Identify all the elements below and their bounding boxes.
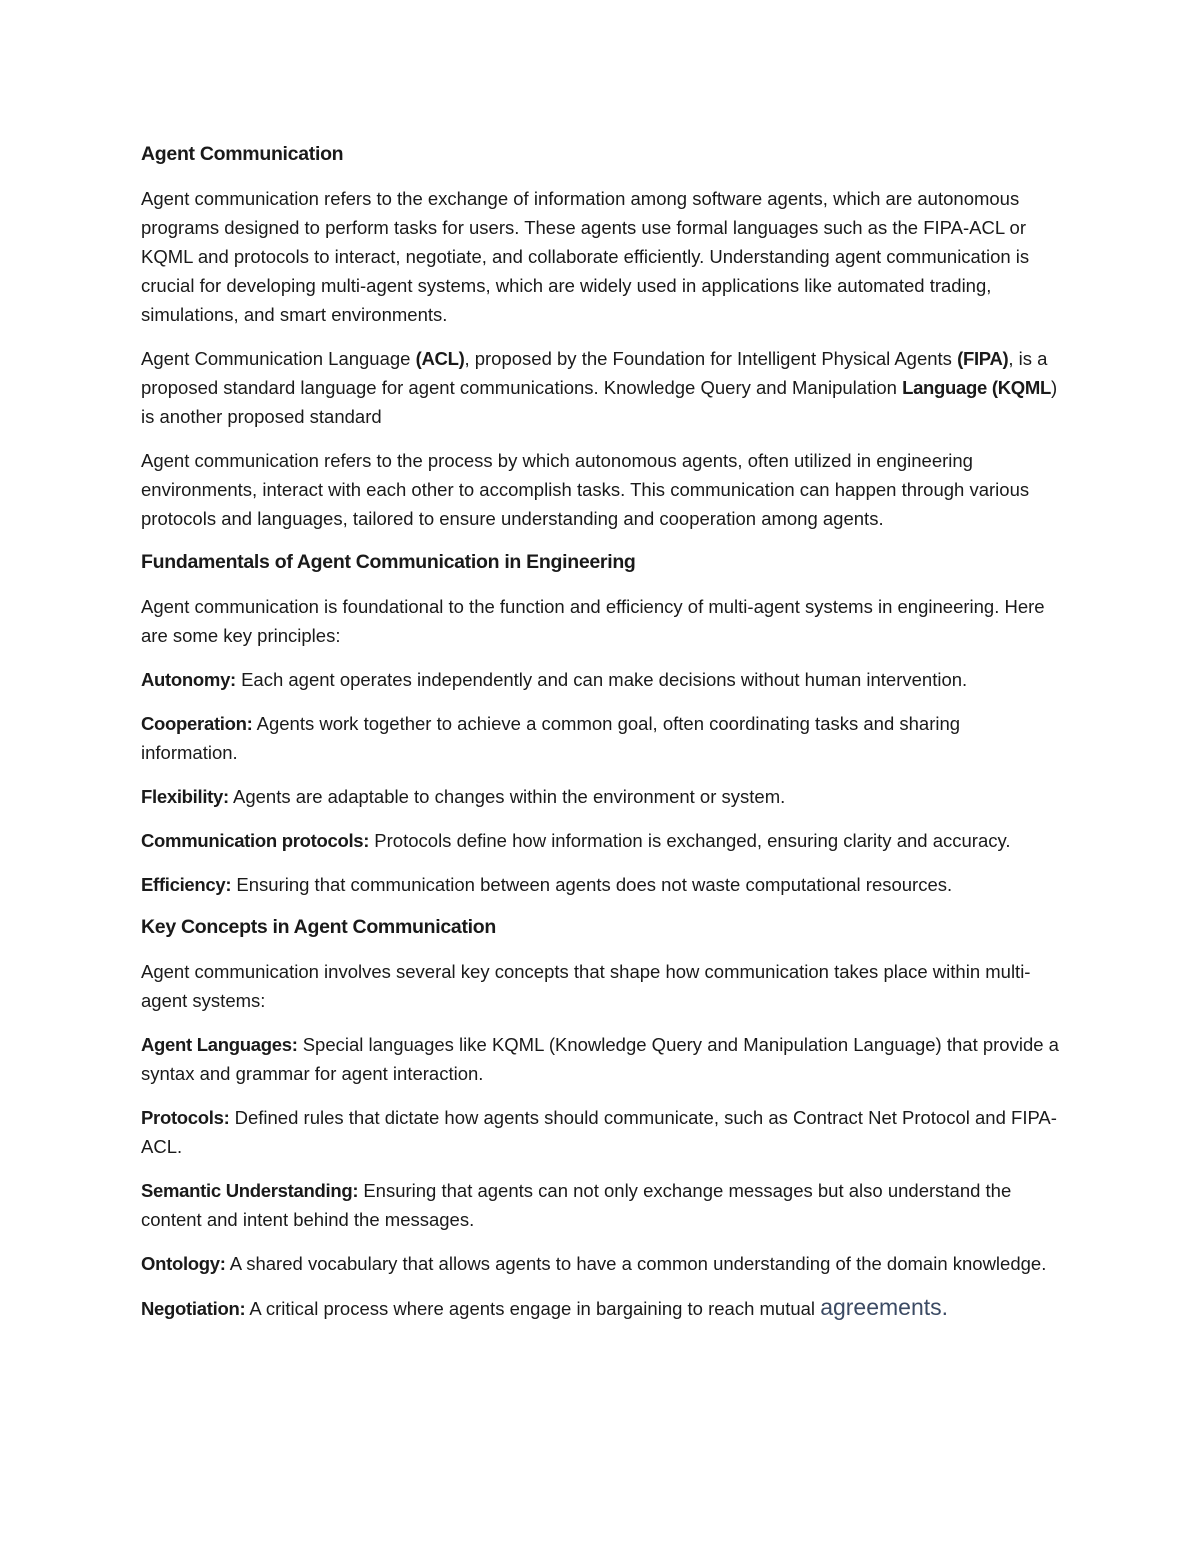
acl-paragraph [141,344,1061,431]
concept-text: A shared vocabulary that allows agents to have a common understanding of the domain knowledge. [225,1253,1047,1274]
concept-text: Ensuring that agents can not only exchange messages but also understand the content and intent behind the messages. [141,1180,1012,1230]
principle-item [141,826,1061,855]
concept-item [141,1176,1061,1234]
principle-item [141,709,1061,767]
concept-term: Agent Languages: [141,1034,298,1055]
principle-text: Ensuring that communication between agents does not waste computational resources. [231,874,953,895]
principle-text: Agents work together to achieve a common goal, often coordinating tasks and sharing information. [141,713,961,763]
principle-item [141,665,1061,694]
acl-text-2: , proposed by the Foundation for Intelligent Physical Agents [464,348,958,369]
fundamentals-heading: Fundamentals of Agent Communication in Engineering [141,551,636,573]
concept-term: Negotiation: [141,1298,246,1319]
kqml-term: Language (KQML [902,377,1051,398]
principle-text: Protocols define how information is exchanged, ensuring clarity and accuracy. [369,830,1011,851]
principle-item [141,870,1061,899]
acl-term: (ACL) [415,348,465,369]
principle-term: Flexibility: [141,786,229,807]
intro-paragraph: Agent communication refers to the exchange of information among software agents, which are autonomous programs designed to perform tasks for users. These agents use formal languages such as the FIPA-ACL or KQML and protocols to interact, negotiate, and collaborate efficiently. Understanding agent communication is crucial for developing multi-agent systems, which are widely used in applications like automated trading, simulations, and smart environments. [141,188,1030,325]
concept-item [141,1249,1061,1278]
acl-text-4: ) is another proposed standard [141,377,1058,427]
fundamentals-intro: Agent communication is foundational to the function and efficiency of multi-agent systems in engineering. Here are some key principles: [141,596,1045,646]
principle-text: Each agent operates independently and can make decisions without human intervention. [235,669,968,690]
concept-term: Protocols: [141,1107,230,1128]
concept-item [141,1030,1061,1088]
acl-text-1: Agent Communication Language [141,348,416,369]
concepts-intro: Agent communication involves several key concepts that shape how communication takes place within multi-agent systems: [141,961,1031,1011]
document-title: Agent Communication [141,143,344,165]
fipa-term: (FIPA) [957,348,1009,369]
principle-term: Efficiency: [141,874,232,895]
process-paragraph: Agent communication refers to the process by which autonomous agents, often utilized in engineering environments, interact with each other to accomplish tasks. This communication can happen through various protocols and languages, tailored to ensure understanding and cooperation among agents. [141,450,1030,529]
acl-text-3: , is a proposed standard language for agent communications. Knowledge Query and Manipulation [141,348,1048,398]
principle-text: Agents are adaptable to changes within the environment or system. [228,786,786,807]
concept-item [141,1293,1061,1323]
concept-text: Special languages like KQML (Knowledge Query and Manipulation Language) that provide a syntax and grammar for agent interaction. [141,1034,1059,1084]
principle-term: Cooperation: [141,713,253,734]
concept-term: Semantic Understanding: [141,1180,359,1201]
agreements-word: agreements. [820,1294,949,1320]
document-body [141,140,1061,1338]
principle-term: Autonomy: [141,669,236,690]
principle-term: Communication protocols: [141,830,370,851]
concept-text: A critical process where agents engage in bargaining to reach mutual [245,1298,821,1319]
concept-text: Defined rules that dictate how agents should communicate, such as Contract Net Protocol and FIPA-ACL. [141,1107,1057,1157]
concept-term: Ontology: [141,1253,226,1274]
principle-item [141,782,1061,811]
concepts-heading: Key Concepts in Agent Communication [141,916,496,938]
concept-item [141,1103,1061,1161]
